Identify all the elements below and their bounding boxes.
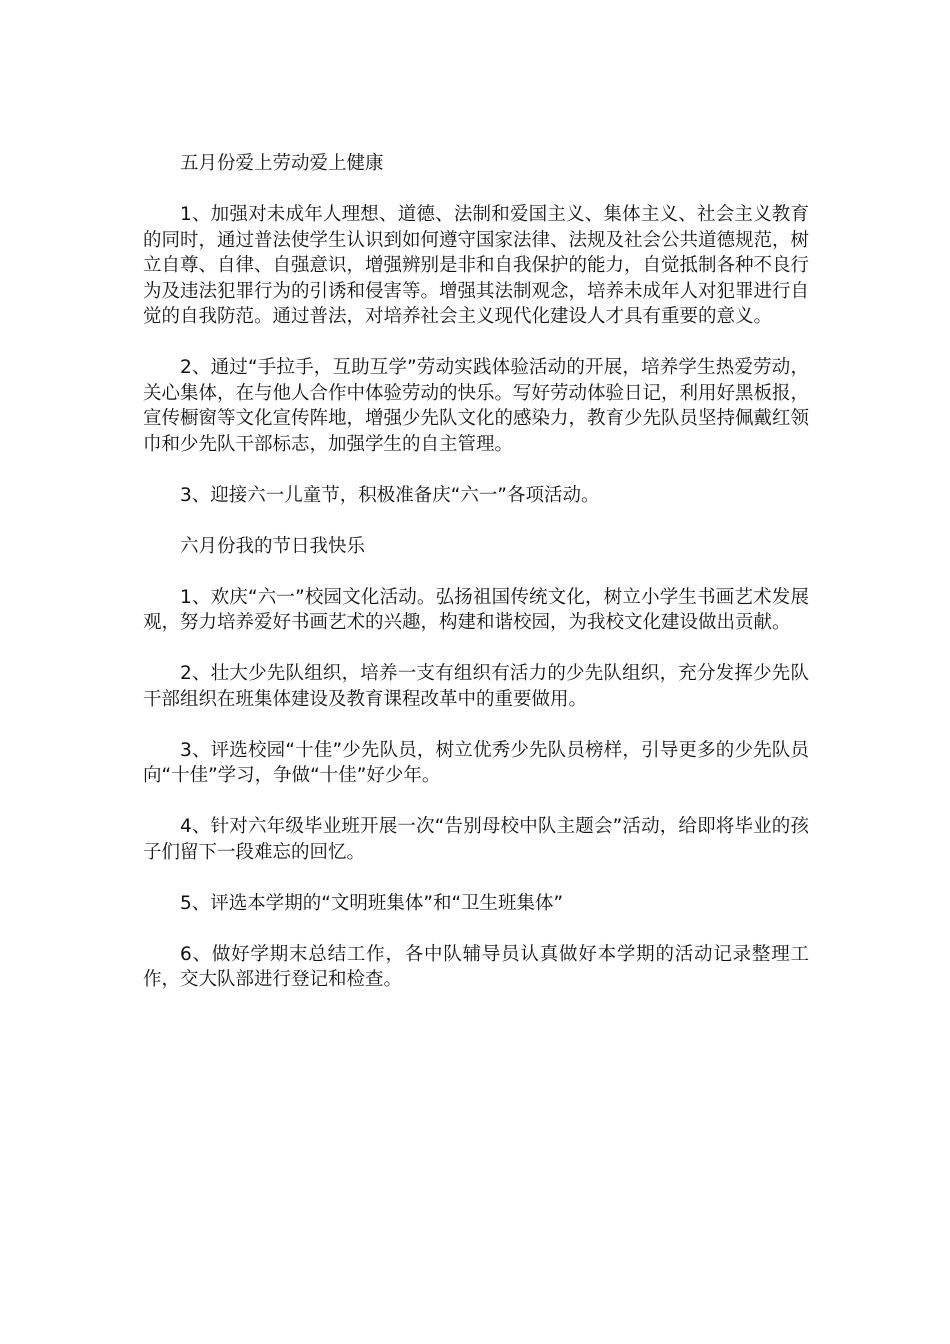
june-item-6: 6、做好学期末总结工作，各中队辅导员认真做好本学期的活动记录整理工作，交大队部进行登记和检查。 (143, 943, 809, 990)
may-item-3: 3、迎接六一儿童节，积极准备庆“六一”各项活动。 (180, 484, 600, 506)
may-item-1: 1、加强对未成年人理想、道德、法制和爱国主义、集体主义、社会主义教育的同时，通过普法使学生认识到如何遵守国家法律、法规及社会公共道德规范，树立自尊、自律、自强意识，增强辨别是非和自我保护的能力，自觉抵制各种不良行为及违法犯罪行为的引诱和侵害等。增强其法制观念，培养未成年人对犯罪进行自觉的自我防范。通过普法，对培养社会主义现代化建设人才具有重要的意义。 (143, 204, 810, 327)
june-item-2: 2、壮大少先队组织，培养一支有组织有活力的少先队组织，充分发挥少先队干部组织在班集体建设及教育课程改革中的重要做用。 (143, 663, 809, 710)
june-item-5: 5、评选本学期的“文明班集体”和“卫生班集体” (180, 892, 564, 914)
june-item-3: 3、评选校园“十佳”少先队员，树立优秀少先队员榜样，引导更多的少先队员向“十佳”学习，争做“十佳”好少年。 (143, 739, 809, 786)
section-heading-june: 六月份我的节日我快乐 (180, 535, 366, 557)
june-item-4: 4、针对六年级毕业班开展一次“告别母校中队主题会”活动，给即将毕业的孩子们留下一段难忘的回忆。 (143, 816, 809, 863)
may-item-2: 2、通过“手拉手，互助互学”劳动实践体验活动的开展，培养学生热爱劳动，关心集体，在与他人合作中体验劳动的快乐。写好劳动体验日记，利用好黑板报，宣传橱窗等文化宣传阵地，增强少先队文化的感染力，教育少先队员坚持佩戴红领巾和少先队干部标志，加强学生的自主管理。 (143, 357, 810, 455)
june-item-1: 1、欢庆“六一”校园文化活动。弘扬祖国传统文化，树立小学生书画艺术发展观，努力培养爱好书画艺术的兴趣，构建和谐校园，为我校文化建设做出贡献。 (143, 586, 809, 633)
document-body (143, 151, 809, 1018)
section-heading-may: 五月份爱上劳动爱上健康 (180, 153, 384, 174)
